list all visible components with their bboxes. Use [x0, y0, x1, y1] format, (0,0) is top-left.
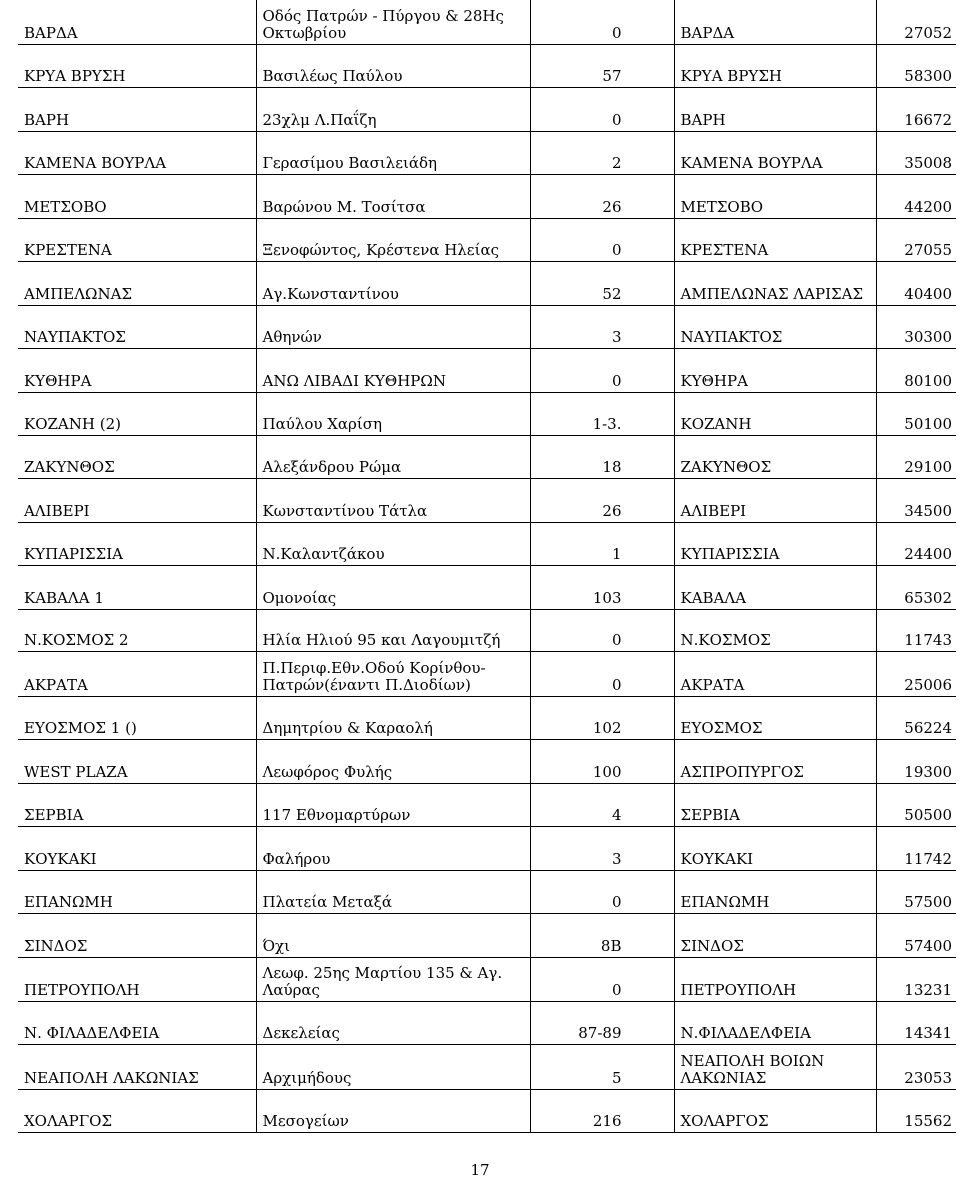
table-row [18, 261, 956, 305]
table-row [18, 565, 956, 609]
city-cell: ΚΑΜΕΝΑ ΒΟΥΡΛΑ [674, 131, 876, 174]
store-name-cell: ΑΚΡΑΤΑ [18, 651, 256, 696]
store-name-cell: ΚΑΒΑΛΑ 1 [18, 565, 256, 609]
table-row [18, 651, 956, 696]
street-number-cell: 0 [530, 957, 674, 1001]
postal-code-cell: 13231 [876, 957, 956, 1001]
street-address-cell: Ηλία Ηλιού 95 και Λαγουμιτζή [256, 609, 530, 651]
table-row [18, 522, 956, 565]
table-row [18, 870, 956, 913]
stores-table [18, 0, 956, 1133]
table-row [18, 783, 956, 826]
store-name-cell: ΒΑΡΔΑ [18, 0, 256, 44]
postal-code-cell: 58300 [876, 44, 956, 87]
city-cell: ΧΟΛΑΡΓΟΣ [674, 1089, 876, 1132]
street-number-cell: 3 [530, 826, 674, 870]
street-address-cell: Αρχιμήδους [256, 1044, 530, 1089]
street-address-cell: Ξενοφώντος, Κρέστενα Ηλείας [256, 218, 530, 261]
store-name-cell: ΚΥΠΑΡΙΣΣΙΑ [18, 522, 256, 565]
street-number-cell: 0 [530, 87, 674, 131]
street-address-cell: Αλεξάνδρου Ρώμα [256, 435, 530, 478]
postal-code-cell: 23053 [876, 1044, 956, 1089]
street-number-cell: 0 [530, 0, 674, 44]
postal-code-cell: 29100 [876, 435, 956, 478]
table-row [18, 218, 956, 261]
street-address-cell: Μεσογείων [256, 1089, 530, 1132]
street-address-cell: Φαλήρου [256, 826, 530, 870]
table-row [18, 957, 956, 1001]
street-number-cell: 0 [530, 609, 674, 651]
postal-code-cell: 27055 [876, 218, 956, 261]
street-address-cell: Λεωφ. 25ης Μαρτίου 135 & Αγ. Λαύρας [256, 957, 530, 1001]
table-row [18, 696, 956, 739]
table-row [18, 826, 956, 870]
postal-code-cell: 65302 [876, 565, 956, 609]
postal-code-cell: 57400 [876, 913, 956, 957]
street-address-cell: Παύλου Χαρίση [256, 392, 530, 435]
street-number-cell: 0 [530, 651, 674, 696]
street-address-cell: Όχι [256, 913, 530, 957]
street-address-cell: 117 Εθνομαρτύρων [256, 783, 530, 826]
street-address-cell: Πλατεία Μεταξά [256, 870, 530, 913]
postal-code-cell: 56224 [876, 696, 956, 739]
postal-code-cell: 44200 [876, 174, 956, 218]
street-number-cell: 0 [530, 870, 674, 913]
city-cell: ΕΥΟΣΜΟΣ [674, 696, 876, 739]
postal-code-cell: 30300 [876, 305, 956, 348]
city-cell: ΚΟΥΚΑΚΙ [674, 826, 876, 870]
city-cell: ΚΡΥΑ ΒΡΥΣΗ [674, 44, 876, 87]
table-row [18, 174, 956, 218]
city-cell: ΚΡΕΣΤΕΝΑ [674, 218, 876, 261]
store-name-cell: ΑΛΙΒΕΡΙ [18, 478, 256, 522]
city-cell: ΚΑΒΑΛΑ [674, 565, 876, 609]
postal-code-cell: 16672 [876, 87, 956, 131]
store-name-cell: ΚΟΥΚΑΚΙ [18, 826, 256, 870]
street-address-cell: 23χλμ Λ.Παΐζη [256, 87, 530, 131]
table-row [18, 131, 956, 174]
store-name-cell: ΚΟΖΑΝΗ (2) [18, 392, 256, 435]
city-cell: ΠΕΤΡΟΥΠΟΛΗ [674, 957, 876, 1001]
street-address-cell: Δεκελείας [256, 1001, 530, 1044]
city-cell: ΜΕΤΣΟΒΟ [674, 174, 876, 218]
city-cell: ΝΕΑΠΟΛΗ ΒΟΙΩΝ ΛΑΚΩΝΙΑΣ [674, 1044, 876, 1089]
postal-code-cell: 25006 [876, 651, 956, 696]
city-cell: ΒΑΡΔΑ [674, 0, 876, 44]
store-name-cell: ΜΕΤΣΟΒΟ [18, 174, 256, 218]
postal-code-cell: 57500 [876, 870, 956, 913]
city-cell: Ν.ΚΟΣΜΟΣ [674, 609, 876, 651]
store-name-cell: ΝΕΑΠΟΛΗ ΛΑΚΩΝΙΑΣ [18, 1044, 256, 1089]
street-address-cell: Λεωφόρος Φυλής [256, 739, 530, 783]
street-number-cell: 100 [530, 739, 674, 783]
store-name-cell: ΚΡΕΣΤΕΝΑ [18, 218, 256, 261]
postal-code-cell: 15562 [876, 1089, 956, 1132]
street-number-cell: 26 [530, 478, 674, 522]
city-cell: ΣΙΝΔΟΣ [674, 913, 876, 957]
store-name-cell: ΣΙΝΔΟΣ [18, 913, 256, 957]
street-number-cell: 26 [530, 174, 674, 218]
street-address-cell: Ομονοίας [256, 565, 530, 609]
city-cell: ΑΛΙΒΕΡΙ [674, 478, 876, 522]
street-number-cell: 52 [530, 261, 674, 305]
table-row [18, 435, 956, 478]
city-cell: ΖΑΚΥΝΘΟΣ [674, 435, 876, 478]
postal-code-cell: 80100 [876, 348, 956, 392]
street-address-cell: Βασιλέως Παύλου [256, 44, 530, 87]
street-address-cell: Οδός Πατρών - Πύργου & 28Ης Οκτωβρίου [256, 0, 530, 44]
street-number-cell: 8Β [530, 913, 674, 957]
postal-code-cell: 50500 [876, 783, 956, 826]
street-address-cell: Δημητρίου & Καραολή [256, 696, 530, 739]
postal-code-cell: 40400 [876, 261, 956, 305]
street-number-cell: 103 [530, 565, 674, 609]
postal-code-cell: 24400 [876, 522, 956, 565]
table-row [18, 478, 956, 522]
table-row [18, 1001, 956, 1044]
store-name-cell: ΝΑΥΠΑΚΤΟΣ [18, 305, 256, 348]
table-row [18, 913, 956, 957]
store-name-cell: ΒΑΡΗ [18, 87, 256, 131]
table-row [18, 609, 956, 651]
street-number-cell: 18 [530, 435, 674, 478]
street-address-cell: ΑΝΩ ΛΙΒΑΔΙ ΚΥΘΗΡΩΝ [256, 348, 530, 392]
store-name-cell: ΕΥΟΣΜΟΣ 1 () [18, 696, 256, 739]
street-number-cell: 0 [530, 348, 674, 392]
store-name-cell: ΚΑΜΕΝΑ ΒΟΥΡΛΑ [18, 131, 256, 174]
street-number-cell: 4 [530, 783, 674, 826]
table-row [18, 348, 956, 392]
store-name-cell: ΧΟΛΑΡΓΟΣ [18, 1089, 256, 1132]
street-number-cell: 3 [530, 305, 674, 348]
store-name-cell: WEST PLAZA [18, 739, 256, 783]
postal-code-cell: 11742 [876, 826, 956, 870]
street-address-cell: Βαρώνου Μ. Τοσίτσα [256, 174, 530, 218]
street-address-cell: Ν.Καλαντζάκου [256, 522, 530, 565]
street-address-cell: Αθηνών [256, 305, 530, 348]
street-address-cell: Γερασίμου Βασιλειάδη [256, 131, 530, 174]
store-name-cell: ΑΜΠΕΛΩΝΑΣ [18, 261, 256, 305]
street-address-cell: Κωνσταντίνου Τάτλα [256, 478, 530, 522]
street-number-cell: 1-3. [530, 392, 674, 435]
table-row [18, 392, 956, 435]
store-name-cell: Ν. ΦΙΛΑΔΕΛΦΕΙΑ [18, 1001, 256, 1044]
city-cell: ΣΕΡΒΙΑ [674, 783, 876, 826]
table-row [18, 1044, 956, 1089]
street-number-cell: 87-89 [530, 1001, 674, 1044]
postal-code-cell: 19300 [876, 739, 956, 783]
page-number: 17 [470, 1161, 490, 1179]
street-number-cell: 2 [530, 131, 674, 174]
city-cell: ΝΑΥΠΑΚΤΟΣ [674, 305, 876, 348]
street-number-cell: 5 [530, 1044, 674, 1089]
postal-code-cell: 35008 [876, 131, 956, 174]
city-cell: ΑΣΠΡΟΠΥΡΓΟΣ [674, 739, 876, 783]
store-name-cell: ΣΕΡΒΙΑ [18, 783, 256, 826]
table-row [18, 305, 956, 348]
store-name-cell: ΚΡΥΑ ΒΡΥΣΗ [18, 44, 256, 87]
city-cell: Ν.ΦΙΛΑΔΕΛΦΕΙΑ [674, 1001, 876, 1044]
city-cell: ΒΑΡΗ [674, 87, 876, 131]
table-row [18, 739, 956, 783]
store-name-cell: Ν.ΚΟΣΜΟΣ 2 [18, 609, 256, 651]
street-number-cell: 0 [530, 218, 674, 261]
stores-table-body [18, 0, 956, 1132]
street-number-cell: 216 [530, 1089, 674, 1132]
store-name-cell: ΕΠΑΝΩΜΗ [18, 870, 256, 913]
table-row [18, 87, 956, 131]
table-row [18, 1089, 956, 1132]
postal-code-cell: 27052 [876, 0, 956, 44]
store-name-cell: ΠΕΤΡΟΥΠΟΛΗ [18, 957, 256, 1001]
city-cell: ΑΚΡΑΤΑ [674, 651, 876, 696]
street-address-cell: Π.Περιφ.Εθν.Οδού Κορίνθου-Πατρών(έναντι Π.Διοδίων) [256, 651, 530, 696]
street-address-cell: Αγ.Κωνσταντίνου [256, 261, 530, 305]
postal-code-cell: 11743 [876, 609, 956, 651]
street-number-cell: 102 [530, 696, 674, 739]
city-cell: ΑΜΠΕΛΩΝΑΣ ΛΑΡΙΣΑΣ [674, 261, 876, 305]
table-row [18, 44, 956, 87]
street-number-cell: 1 [530, 522, 674, 565]
city-cell: ΕΠΑΝΩΜΗ [674, 870, 876, 913]
postal-code-cell: 34500 [876, 478, 956, 522]
city-cell: ΚΥΠΑΡΙΣΣΙΑ [674, 522, 876, 565]
city-cell: ΚΟΖΑΝΗ [674, 392, 876, 435]
street-number-cell: 57 [530, 44, 674, 87]
store-name-cell: ΖΑΚΥΝΘΟΣ [18, 435, 256, 478]
city-cell: ΚΥΘΗΡΑ [674, 348, 876, 392]
store-name-cell: ΚΥΘΗΡΑ [18, 348, 256, 392]
table-row [18, 0, 956, 44]
postal-code-cell: 50100 [876, 392, 956, 435]
postal-code-cell: 14341 [876, 1001, 956, 1044]
